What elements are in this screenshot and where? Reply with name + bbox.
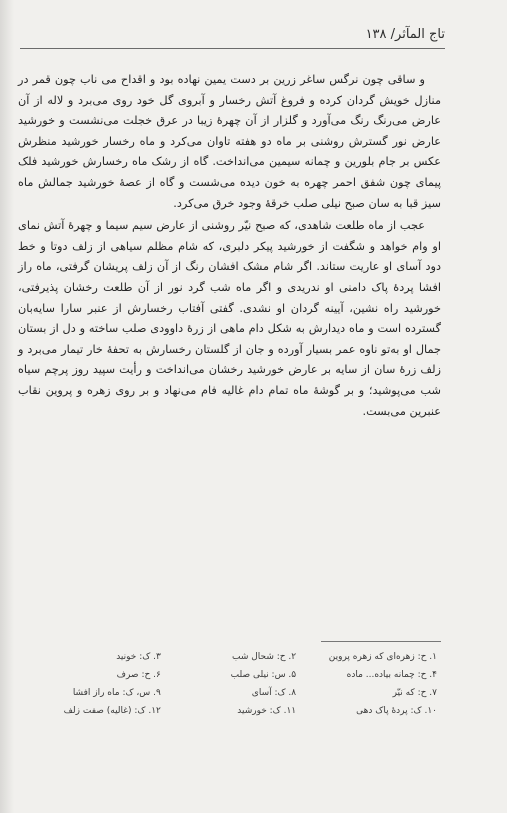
footnotes: [60, 650, 437, 718]
footnote-7: ۷. ح: که نیّر: [392, 688, 437, 698]
paragraph-1: و ساقی چون نرگس ساغر زرین بر دست یمین نهاده بود و اقداح می ناب چون قمر در منازل خویش گردان کرده و فروغ آتش رخسار و آبروی گل خود روی می‌برد و لاله از آن عارض می‌رنگ رنگ می‌آورد و گلزار از آن چهرهٔ زیبا در عرق خجلت می‌نشست و خورشید عارض نور گسترش روشنی بر ماه دو هفته تاوان می‌کرد و ماه رخسار خورشید منظرش عکس بر جام بلورین و چمانه سیمین می‌انداخت. گاه از رشک ماه رخسارش خورشید فلک پیمای چون شفق احمر چهره به خون دیده می‌شست و گاه از عصهٔ خورشید جمالش ماه سیز قبا به سان صبح نیلی صلب خرقهٔ وجود خرق می‌کرد.: [18, 73, 441, 210]
page-gutter-shadow: [0, 0, 14, 813]
page-header: [20, 24, 445, 49]
footnote-8: ۸. ک: آسای: [251, 688, 297, 698]
paragraph-2: عجب از ماه طلعت شاهدی، که صبح نیّر روشنی از عارض سیم سیما و چهرهٔ آتش نمای او وام خواهد و شگفت از خورشید پیکر دلبری، که شام مظلم سیاهی از زلف دوتا و خط دود آسای او عاریت ستاند. اگر شام مشک افشان رنگ از آن زلف پریشان گرفتی، ماه راز افشا پردهٔ پاک دامنی او ندریدی و اگر ماه شب گرد نور از آن طلعت رخشان پذیرفتی، خورشید راه نشین، آیینه گردان او نشدی. گفتی آفتاب رخسارش از عنبر سارا سایه‌بان گسترده است و ماه دیدارش به شکل دام ماهی از زرهٔ داوودی صلب ساخته و دل از بستان جمال او به‌تو ناوه عمر بسیار آورده و جان از گلستان رخسارش به تحفهٔ خار تیمار می‌برد و زلف زرهٔ سان از سایه بر عارض خورشید رخشان می‌انداخت و رأیت سپید روز پرچم سیاه شب می‌پوشید؛ و بر گوشهٔ ماه تمام دام غالیه فام می‌نهاد و بر روی زهره و پروین نقاب عنبرین می‌بست.: [18, 219, 441, 418]
footnote-6: ۶. ح: صرف: [116, 670, 161, 680]
footnote-3: ۳. ک: خونید: [116, 652, 161, 662]
footnote-5: ۵. س: نیلی صلب: [230, 670, 297, 680]
footnote-4: ۴. ح: چمانه بیاده... ماده: [346, 670, 437, 680]
footnote-1: ۱. ح: زهره‌ای که زهره پروین: [328, 652, 437, 662]
footnote-12: ۱۲. ک: (غالیه) صفت زلف: [63, 706, 161, 716]
footnote-separator: [321, 641, 441, 642]
running-title: تاج المآثر/ ۱۳۸: [365, 27, 445, 42]
footnote-9: ۹. س، ک: ماه راز افشا: [72, 688, 161, 698]
body-text: [18, 70, 441, 422]
footnote-10: ۱۰. ک: پردهٔ پاک دهی: [356, 706, 437, 716]
footnote-2: ۲. ح: شحال شب: [232, 652, 297, 662]
footnote-11: ۱۱. ک: خورشید: [237, 706, 297, 716]
